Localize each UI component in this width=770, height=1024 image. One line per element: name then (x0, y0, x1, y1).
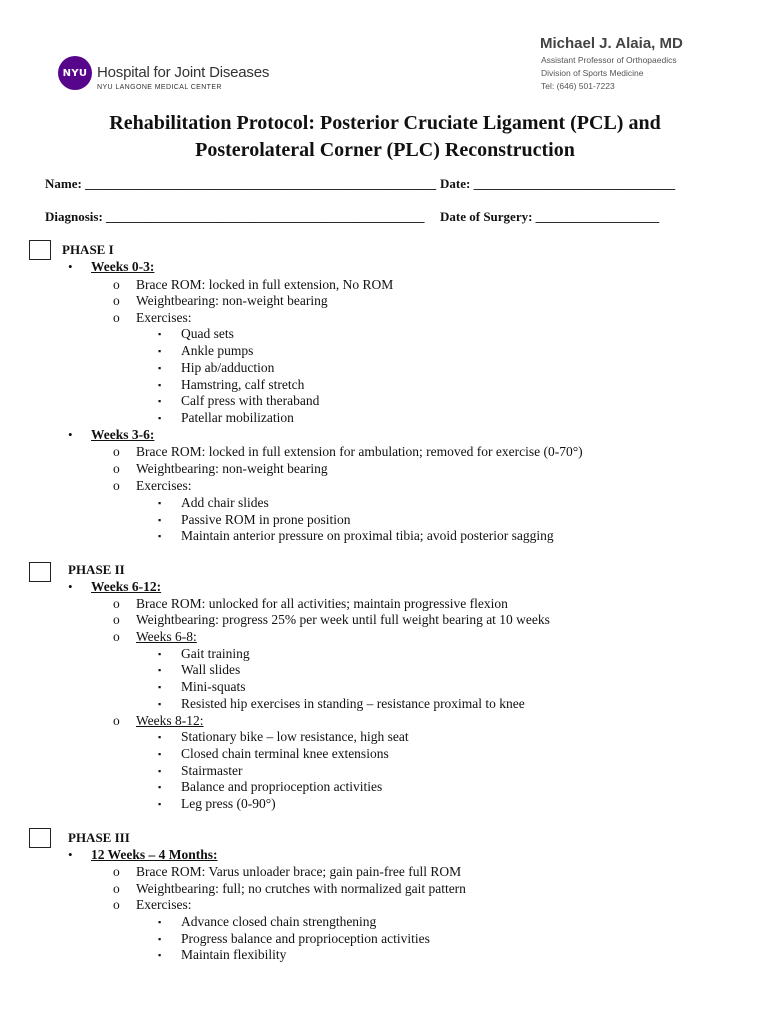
p3w1-weightbearing: Weightbearing: full; no crutches with normalized gait pattern (136, 881, 466, 896)
p1w1-item: Hamstring, calf stretch (181, 377, 305, 392)
square-marker: ▪ (158, 346, 162, 356)
bullet-marker: • (68, 427, 73, 442)
p2-weeks-8-12: Weeks 8-12: (136, 713, 204, 728)
square-marker: ▪ (158, 515, 162, 525)
doctor-name: Michael J. Alaia, MD (540, 35, 683, 52)
circle-marker: o (113, 444, 120, 459)
p2s2-item: Stationary bike – low resistance, high seat (181, 729, 409, 744)
square-marker: ▪ (158, 329, 162, 339)
phase2-weeks-6-12: Weeks 6-12: (91, 579, 162, 594)
p1w1-item: Patellar mobilization (181, 410, 294, 425)
phase3-title: PHASE III (68, 830, 130, 845)
square-marker: ▪ (158, 732, 162, 742)
circle-marker: o (113, 277, 120, 292)
p3w1-item: Advance closed chain strengthening (181, 914, 377, 929)
p1w2-item: Passive ROM in prone position (181, 512, 351, 527)
phase2-checkbox[interactable] (29, 562, 51, 582)
p1w2-item: Maintain anterior pressure on proximal tibia; avoid posterior sagging (181, 528, 554, 543)
doctor-title: Assistant Professor of Orthopaedics (541, 55, 677, 65)
square-marker: ▪ (158, 413, 162, 423)
doctor-tel: Tel: (646) 501-7223 (541, 81, 615, 91)
p2w1-weightbearing: Weightbearing: progress 25% per week until full weight bearing at 10 weeks (136, 612, 550, 627)
square-marker: ▪ (158, 531, 162, 541)
circle-marker: o (113, 293, 120, 308)
p1w1-item: Hip ab/adduction (181, 360, 275, 375)
square-marker: ▪ (158, 799, 162, 809)
p2s2-item: Closed chain terminal knee extensions (181, 746, 389, 761)
square-marker: ▪ (158, 380, 162, 390)
name-field[interactable]: Name: ______________________________________________________ (45, 176, 437, 191)
square-marker: ▪ (158, 665, 162, 675)
phase3-12wk-4mo: 12 Weeks – 4 Months: (91, 847, 218, 862)
title-line-1: Rehabilitation Protocol: Posterior Cruciate Ligament (PCL) and (109, 112, 661, 134)
p3w1-item: Progress balance and proprioception activities (181, 931, 430, 946)
p1w1-item: Calf press with theraband (181, 393, 320, 408)
p2s2-item: Balance and proprioception activities (181, 779, 383, 794)
phase1-title: PHASE I (62, 242, 114, 257)
bullet-marker: • (68, 259, 73, 274)
p1w2-exercises: Exercises: (136, 478, 192, 493)
circle-marker: o (113, 864, 120, 879)
org-subtitle: NYU LANGONE MEDICAL CENTER (97, 84, 222, 91)
p2s2-item: Leg press (0-90°) (181, 796, 276, 811)
phase1-weeks-3-6: Weeks 3-6: (91, 427, 155, 442)
p2s2-item: Stairmaster (181, 763, 243, 778)
square-marker: ▪ (158, 396, 162, 406)
square-marker: ▪ (158, 682, 162, 692)
phase3-checkbox[interactable] (29, 828, 51, 848)
phase2-title: PHASE II (68, 562, 125, 577)
surgery-date-field[interactable]: Date of Surgery: ___________________ (440, 209, 660, 224)
title-line-2: Posterolateral Corner (PLC) Reconstruction (195, 139, 575, 161)
p1w1-item: Quad sets (181, 326, 234, 341)
date-field[interactable]: Date: _______________________________ (440, 176, 676, 191)
circle-marker: o (113, 881, 120, 896)
square-marker: ▪ (158, 363, 162, 373)
p1w1-item: Ankle pumps (181, 343, 254, 358)
circle-marker: o (113, 897, 120, 912)
diagnosis-field[interactable]: Diagnosis: _________________________________________________ (45, 209, 425, 224)
square-marker: ▪ (158, 950, 162, 960)
org-name: Hospital for Joint Diseases (97, 64, 270, 81)
bullet-marker: • (68, 579, 73, 594)
square-marker: ▪ (158, 649, 162, 659)
circle-marker: o (113, 310, 120, 325)
doctor-division: Division of Sports Medicine (541, 68, 644, 78)
circle-marker: o (113, 596, 120, 611)
p2s1-item: Mini-squats (181, 679, 246, 694)
phase1-weeks-0-3: Weeks 0-3: (91, 259, 155, 274)
circle-marker: o (113, 629, 120, 644)
p1w2-brace: Brace ROM: locked in full extension for ambulation; removed for exercise (0-70°) (136, 444, 583, 459)
square-marker: ▪ (158, 498, 162, 508)
circle-marker: o (113, 461, 120, 476)
circle-marker: o (113, 478, 120, 493)
circle-marker: o (113, 713, 120, 728)
p3w1-item: Maintain flexibility (181, 947, 287, 962)
p1w1-weightbearing: Weightbearing: non-weight bearing (136, 293, 328, 308)
p1w2-item: Add chair slides (181, 495, 269, 510)
square-marker: ▪ (158, 917, 162, 927)
p2-weeks-6-8: Weeks 6-8: (136, 629, 197, 644)
p1w1-exercises: Exercises: (136, 310, 192, 325)
circle-marker: o (113, 612, 120, 627)
p2w1-brace: Brace ROM: unlocked for all activities; maintain progressive flexion (136, 596, 508, 611)
nyu-logo: NYU (58, 56, 92, 90)
p2s1-item: Gait training (181, 646, 250, 661)
square-marker: ▪ (158, 749, 162, 759)
square-marker: ▪ (158, 782, 162, 792)
square-marker: ▪ (158, 699, 162, 709)
p1w1-brace: Brace ROM: locked in full extension, No ROM (136, 277, 394, 292)
phase1-checkbox[interactable] (29, 240, 51, 260)
p3w1-exercises: Exercises: (136, 897, 192, 912)
p2s1-item: Resisted hip exercises in standing – resistance proximal to knee (181, 696, 525, 711)
bullet-marker: • (68, 847, 73, 862)
document-title (0, 110, 770, 164)
p3w1-brace: Brace ROM: Varus unloader brace; gain pain-free full ROM (136, 864, 462, 879)
p1w2-weightbearing: Weightbearing: non-weight bearing (136, 461, 328, 476)
square-marker: ▪ (158, 934, 162, 944)
square-marker: ▪ (158, 766, 162, 776)
p2s1-item: Wall slides (181, 662, 241, 677)
